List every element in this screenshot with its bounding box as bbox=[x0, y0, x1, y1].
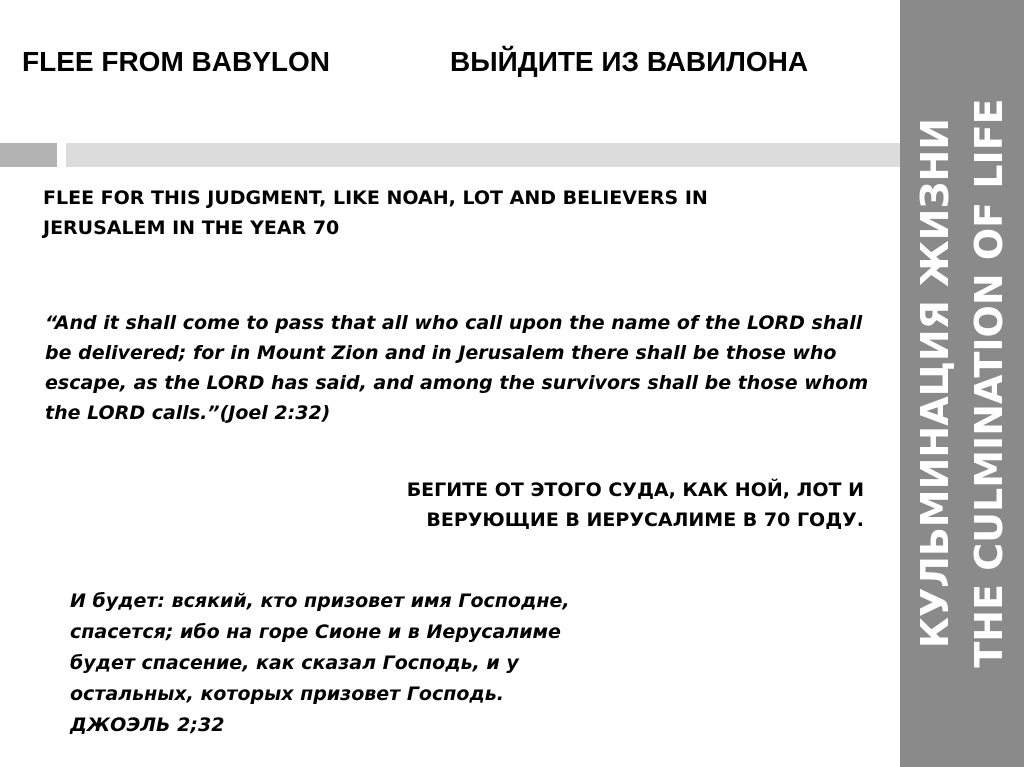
sidebar-title-en: THE CULMINATION OF LIFE bbox=[967, 98, 1011, 668]
russian-heading-line: БЕГИТЕ ОТ ЭТОГО СУДА, КАК НОЙ, ЛОТ И bbox=[406, 479, 864, 501]
sidebar-vertical-title bbox=[908, 98, 1016, 667]
english-heading-line: JERUSALEM IN THE YEAR 70 bbox=[43, 217, 340, 239]
russian-quote-line: остальных, которых призовет Господь. bbox=[70, 683, 504, 705]
english-quote-line: the LORD calls.”(Joel 2:32) bbox=[45, 402, 331, 424]
russian-quote-line: И будет: всякий, кто призовет имя Господне, bbox=[70, 590, 570, 612]
russian-quote-line: спасется; ибо на горе Сионе и в Иерусалиме bbox=[70, 621, 561, 643]
russian-quote-reference: ДЖОЭЛЬ 2;32 bbox=[70, 714, 225, 736]
english-heading-line: FLEE FOR THIS JUDGMENT, LIKE NOAH, LOT AND BELIEVERS IN bbox=[43, 187, 708, 209]
english-quote-line: “And it shall come to pass that all who call upon the name of the LORD shall bbox=[45, 312, 863, 334]
divider-bar-accent bbox=[0, 143, 57, 167]
english-quote bbox=[45, 308, 869, 428]
slide-title-en: FLEE FROM BABYLON bbox=[22, 46, 330, 77]
russian-quote-line: будет спасение, как сказал Господь, и у bbox=[70, 652, 519, 674]
russian-quote bbox=[70, 586, 670, 741]
sidebar-title-ru: КУЛЬМИНАЦИЯ ЖИЗНИ bbox=[913, 117, 957, 649]
english-heading bbox=[43, 183, 743, 243]
english-quote-line: escape, as the LORD has said, and among the survivors shall be those whom bbox=[45, 372, 869, 394]
slide-title bbox=[22, 44, 902, 80]
slide-title-ru: ВЫЙДИТЕ ИЗ ВАВИЛОНА bbox=[450, 46, 809, 77]
russian-heading-line: ВЕРУЮЩИЕ В ИЕРУСАЛИМЕ В 70 ГОДУ. bbox=[426, 509, 864, 531]
english-quote-line: be delivered; for in Mount Zion and in Jerusalem there shall be those who bbox=[45, 342, 837, 364]
divider-bar bbox=[66, 143, 900, 167]
russian-heading bbox=[344, 475, 864, 535]
